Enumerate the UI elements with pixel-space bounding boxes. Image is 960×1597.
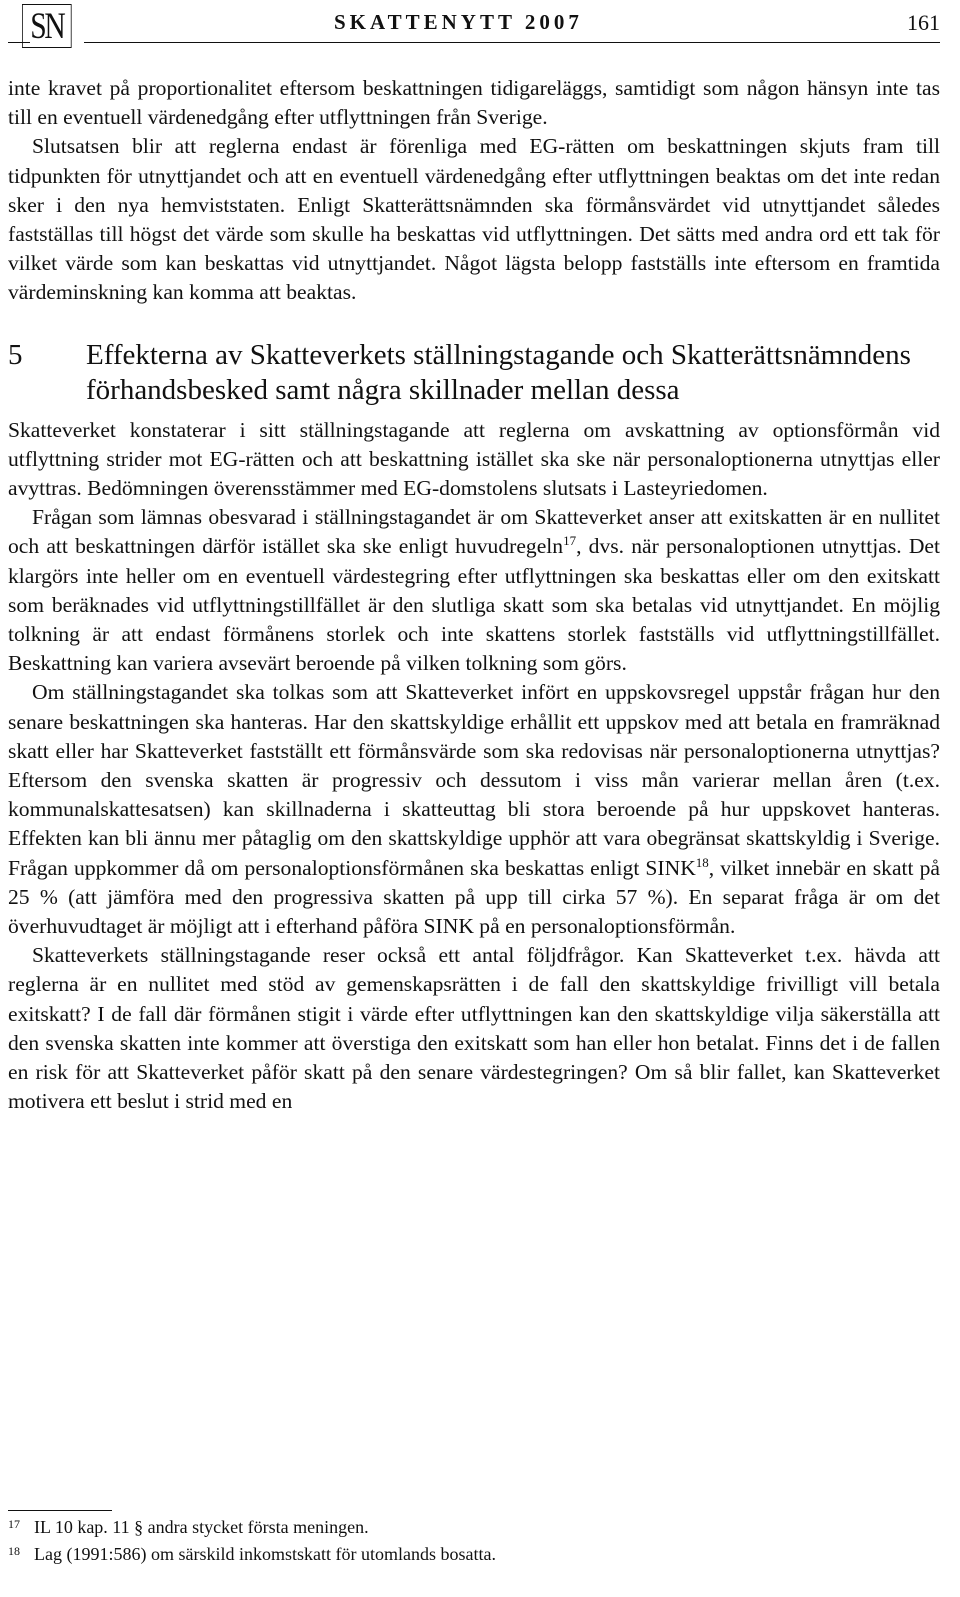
header-rule <box>84 42 940 43</box>
paragraph: Slutsatsen blir att reglerna endast är förenliga med EG-rätten om beskattningen skjuts fram till tidpunkten för utnyttjandet och att en eventuell värdenedgång efter utflyttningen beaktas om det inte redan sker i den nya hemviststaten. Enligt Skatterättsnämnden ska förmånsvärdet vid utnyttjandet således fastställas till högst det värde som skulle ha beskattas vid utflyttningen. Det sätts med andra ord ett tak för vilket värde som kan beskattas vid utnyttjandet. Något lägsta belopp fastställs inte eftersom en framtida värdeminskning kan komma att beaktas. <box>8 134 940 305</box>
footnotes <box>8 1514 940 1568</box>
footnote-number: 17 <box>8 1517 20 1531</box>
footnote <box>8 1514 940 1541</box>
paragraph-text: Om ställningstagandet ska tolkas som att Skatteverket infört en uppskovsregel uppstår frågan hur den senare beskattningen ska hanteras. Har den skattskyldige erhållit ett uppskov med att betala en framräknad skatt eller har Skatteverket fastställt ett förmånsvärde som ska redovisas när personaloptionerna utnyttjas? Eftersom den svenska skatten är progressiv och dessutom i viss mån varierar mellan åren (t.ex. kommunalskattesatsen) kan skillnaderna i skatteuttag bli stora beroende på hur uppskovet hanteras. Effekten kan bli ännu mer påtaglig om den skattskyldige upphör att vara obegränsat skattskyldig i Sverige. Frågan uppkommer då om personaloptionsförmånen ska beskattas enligt SINK <box>8 680 940 880</box>
journal-logo: SN <box>22 4 72 48</box>
paragraph <box>8 503 940 678</box>
page-number: 161 <box>907 10 940 35</box>
section-number: 5 <box>8 338 23 371</box>
paragraph <box>8 678 940 941</box>
paragraph-text: , vilket innebär en skatt på 25 % (att jämföra med den progressiva skatten på upp till cirka 57 %). En separat fråga är om det överhuvudtaget är möjligt att i efterhand påföra SINK på en personaloptionsförmån. <box>8 855 940 939</box>
footnote <box>8 1541 940 1568</box>
paragraph-text: Frågan som lämnas obesvarad i ställningstagandet är om Skatteverket anser att exitskatten är en nullitet och att beskattningen därför istället ska ske enligt huvudregeln <box>8 505 940 559</box>
paragraph: Skatteverkets ställningstagande reser också ett antal följdfrågor. Kan Skatteverket t.ex. hävda att reglerna är en nullitet med stöd av gemenskapsrätten i de fall den skattskyldige frivilligt vill betala exitskatt? I de fall där förmånen stigit i värde efter utflyttningen kan den skattskyldige vilja säkerställa att den svenska skatten inte kommer att överstiga den exitskatt som han eller hon betalat. Finns det i de fallen en risk för att Skatteverket påför skatt på den senare värdestegringen? Om så blir fallet, kan Skatteverket motivera ett beslut i strid med en <box>8 943 940 1114</box>
journal-title: SKATTENYTT 2007 <box>334 10 583 34</box>
paragraph-text: , dvs. när personaloptionen utnyttjas. Det klargörs inte heller om en eventuell värdestegring efter utflyttningen ska beskattas eller om den exitskatt som beräknades vid utflyttningstillfället är den slutliga skatt som ska betalas vid utnyttjandet. En möjlig tolkning är att endast förmånens storlek och inte skattens storlek fastställs vid utflyttningstillfället. Beskattning kan variera avsevärt beroende på vilken tolkning som görs. <box>8 534 940 676</box>
footnote-text: Lag (1991:586) om särskild inkomstskatt för utomlands bosatta. <box>34 1544 496 1564</box>
section-heading <box>8 338 940 408</box>
page-header <box>8 4 940 50</box>
footnote-number: 18 <box>8 1544 20 1558</box>
section-title: Effekterna av Skatteverkets ställningstagande och Skatterättsnämndens förhandsbesked samt några skillnader mellan dessa <box>86 338 911 406</box>
paragraph: inte kravet på proportionalitet eftersom beskattningen tidigareläggs, samtidigt som någon hänsyn inte tas till en eventuell värdenedgång efter utflyttningen från Sverige. <box>8 76 940 130</box>
page-body <box>8 74 940 1117</box>
footnote-text: IL 10 kap. 11 § andra stycket första meningen. <box>34 1517 369 1537</box>
footnote-rule <box>8 1510 112 1511</box>
footnote-ref[interactable]: 17 <box>563 533 577 549</box>
footnote-ref[interactable]: 18 <box>695 854 709 870</box>
paragraph: Skatteverket konstaterar i sitt ställningstagande att reglerna om avskattning av optionsförmån vid utflyttning strider mot EG-rätten och att beskattning istället ska ske när personaloptionerna utnyttjas eller avyttras. Bedömningen överensstämmer med EG-domstolens slutsats i Lasteyriedomen. <box>8 417 940 501</box>
